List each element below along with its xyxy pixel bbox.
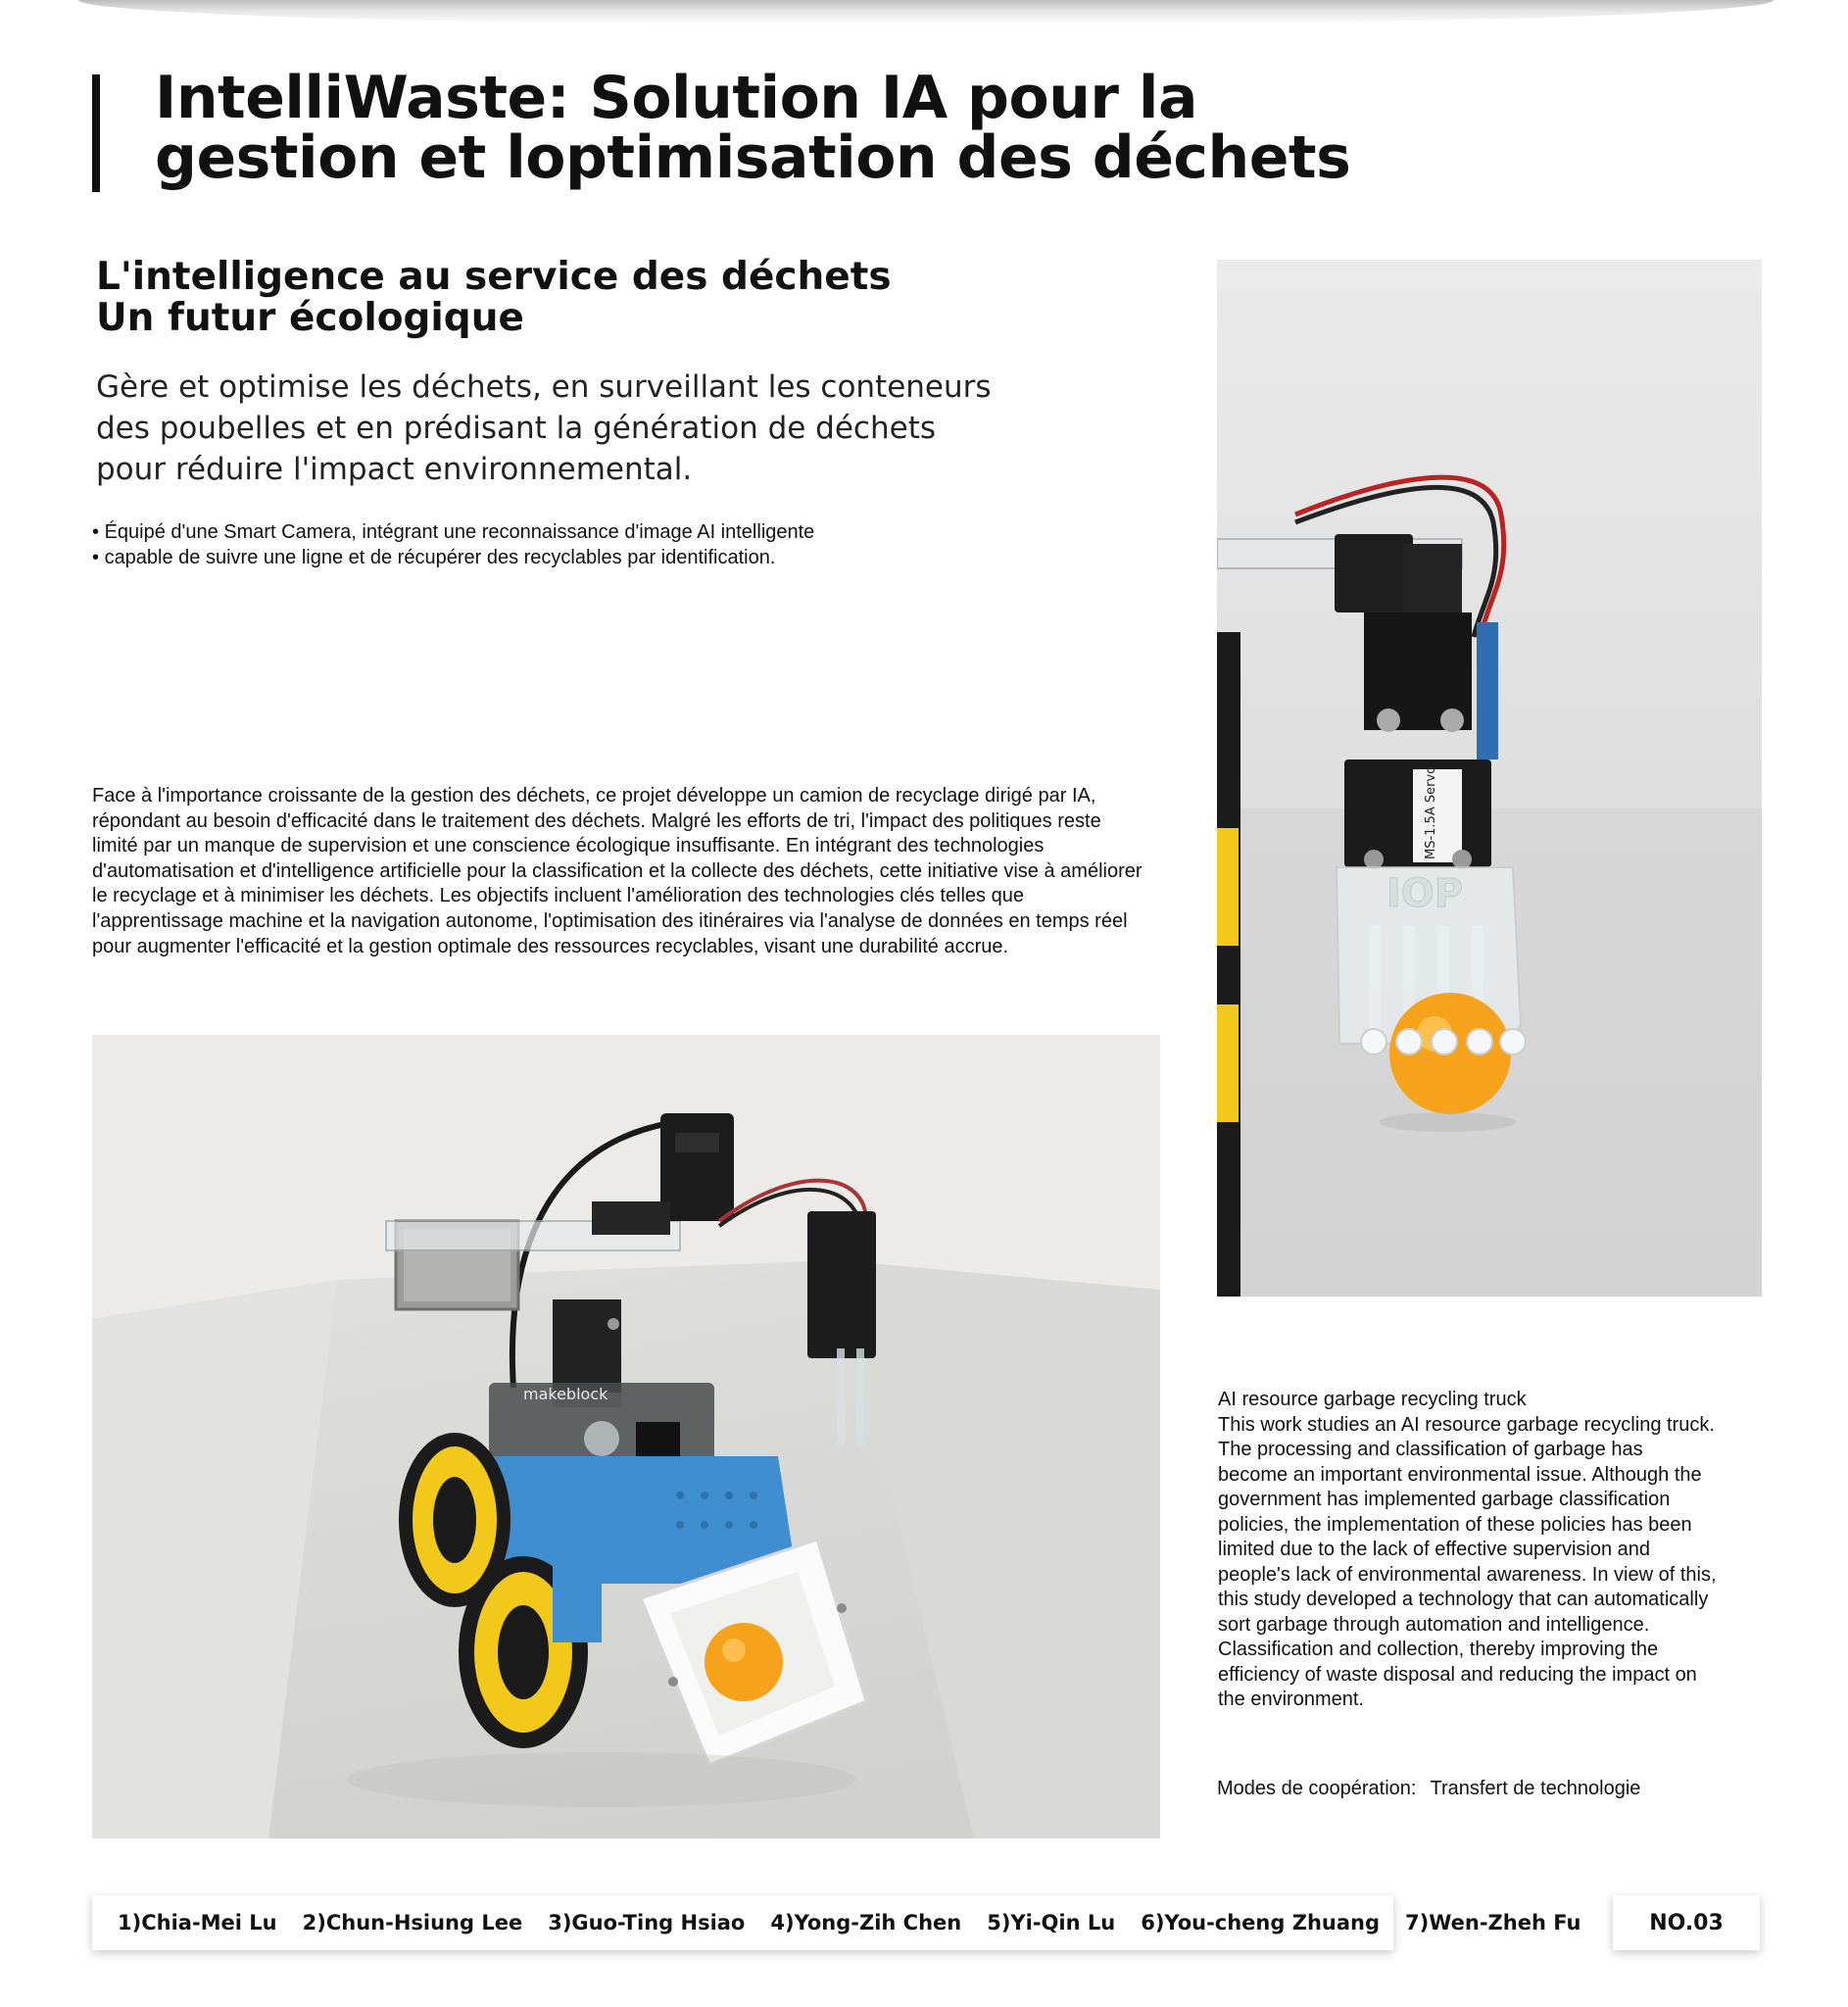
- subtitle-line-1: L'intelligence au service des déchets: [96, 255, 892, 299]
- feature-bullet: • capable de suivre une ligne et de récupérer des recyclables par identification.: [92, 545, 1023, 570]
- robot-truck-photo: [92, 1035, 1160, 1838]
- section-subtitle: [96, 257, 978, 339]
- poster-number: NO.03: [1613, 1895, 1760, 1950]
- title-accent-bar: [92, 74, 100, 192]
- author-name: 2)Chun-Hsiung Lee: [302, 1911, 523, 1934]
- author-name: 4)Yong-Zih Chen: [770, 1911, 962, 1934]
- english-summary-text: This work studies an AI resource garbage recycling truck. The processing and classification of garbage has become an important environmental issue. Although the government has implemented garbage classification policies, the implementation of these policies has been limited due to the lack of effective supervision and people's lack of environmental awareness. In view of this, this study developed a technology that can automatically sort garbage through automation and intelligence. Classification and collection, thereby improving the efficiency of waste disposal and reducing the impact on the environment.: [1218, 1413, 1717, 1710]
- author-name: 1)Chia-Mei Lu: [118, 1911, 277, 1934]
- author-name: 3)Guo-Ting Hsiao: [548, 1911, 746, 1934]
- english-summary-heading: AI resource garbage recycling truck: [1218, 1389, 1527, 1410]
- author-name: 5)Yi-Qin Lu: [987, 1911, 1116, 1934]
- top-shadow-divider: [78, 0, 1774, 25]
- feature-bullet: • Équipé d'une Smart Camera, intégrant une reconnaissance d'image AI intelligente: [92, 519, 1023, 545]
- cooperation-value: Transfert de technologie: [1430, 1778, 1641, 1799]
- page-title: IntelliWaste: Solution IA pour la gestion et loptimisation des déchets: [155, 64, 1351, 192]
- authors-bar: [92, 1895, 1581, 1950]
- author-name: 7)Wen-Zheh Fu: [1405, 1911, 1581, 1934]
- gripper-illustration: [1217, 260, 1762, 1297]
- cooperation-mode: [1217, 1776, 1640, 1801]
- lead-paragraph: Gère et optimise les déchets, en surveillant les conteneurs des poubelles et en prédisant la génération de déchets pour réduire l'impact environnemental.: [96, 369, 992, 487]
- author-name: 6)You-cheng Zhuang: [1141, 1911, 1380, 1934]
- feature-bullet-list: [92, 519, 1023, 570]
- english-summary: [1218, 1388, 1718, 1713]
- gripper-closeup-photo: [1217, 260, 1762, 1297]
- robot-truck-illustration: [92, 1035, 1160, 1838]
- project-description: Face à l'importance croissante de la gestion des déchets, ce projet développe un camion de recyclage dirigé par IA, répondant au besoin d'efficacité dans le traitement des déchets. Malgré les efforts de tri, l'impact des politiques reste limité par un manque de supervision et une conscience écologique insuffisante. En intégrant des technologies d'automatisation et d'intelligence artificielle pour la classification et la collecte des déchets, cette initiative vise à améliorer le recyclage et à minimiser les déchets. Les objectifs incluent l'amélioration des technologies clés telles que l'apprentissage machine et la navigation autonome, l'optimisation des itinéraires via l'analyse de données en temps réel pour augmenter l'efficacité et la gestion optimale des ressources recyclables, visant une durabilité accrue.: [92, 785, 1143, 957]
- gripper-label: IOP: [1386, 871, 1464, 916]
- subtitle-line-2: Un futur écologique: [96, 296, 524, 340]
- servo-label: MS-1.5A Servo: [1424, 765, 1438, 859]
- brand-label: makeblock: [523, 1385, 608, 1403]
- cooperation-label: Modes de coopération:: [1217, 1778, 1417, 1799]
